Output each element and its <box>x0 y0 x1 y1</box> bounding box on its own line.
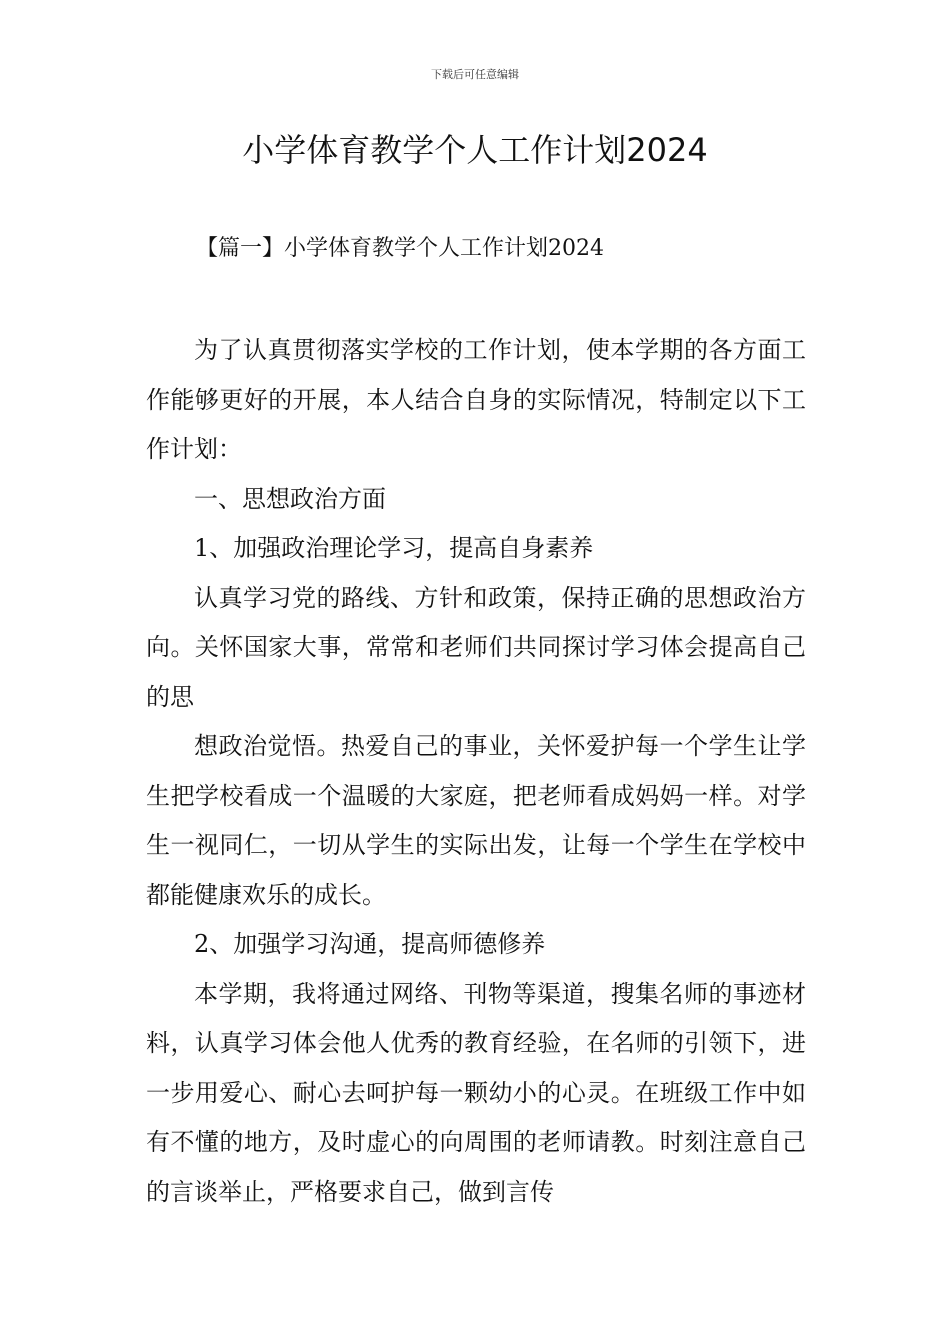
paragraph-party-study: 认真学习党的路线、方针和政策，保持正确的思想政治方向。关怀国家大事，常常和老师们共同探讨学习体会提高自己的思 <box>146 583 806 711</box>
section-heading: 【篇一】小学体育教学个人工作计划2024 <box>196 236 604 261</box>
document-body <box>146 326 806 1217</box>
subheading-ethics: 2、加强学习沟通，提高师德修养 <box>194 930 546 958</box>
page-header-note: 下载后可任意编辑 <box>431 68 519 81</box>
heading-political-thought: 一、思想政治方面 <box>194 484 386 513</box>
document-title: 小学体育教学个人工作计划2024 <box>242 131 708 169</box>
subheading-theory-study: 1、加强政治理论学习，提高自身素养 <box>194 534 594 562</box>
paragraph-love-students: 想政治觉悟。热爱自己的事业，关怀爱护每一个学生让学生把学校看成一个温暖的大家庭，把老师看成妈妈一样。对学生一视同仁，一切从学生的实际出发，让每一个学生在学校中都能健康欢乐的成长。 <box>146 732 806 909</box>
intro-paragraph: 为了认真贯彻落实学校的工作计划，使本学期的各方面工作能够更好的开展，本人结合自身的实际情况，特制定以下工作计划： <box>146 336 806 463</box>
paragraph-learning-plan: 本学期，我将通过网络、刊物等渠道，搜集名师的事迹材料，认真学习体会他人优秀的教育经验，在名师的引领下，进一步用爱心、耐心去呵护每一颗幼小的心灵。在班级工作中如有不懂的地方，及时虚心的向周围的老师请教。时刻注意自己的言谈举止，严格要求自己，做到言传 <box>146 979 806 1206</box>
